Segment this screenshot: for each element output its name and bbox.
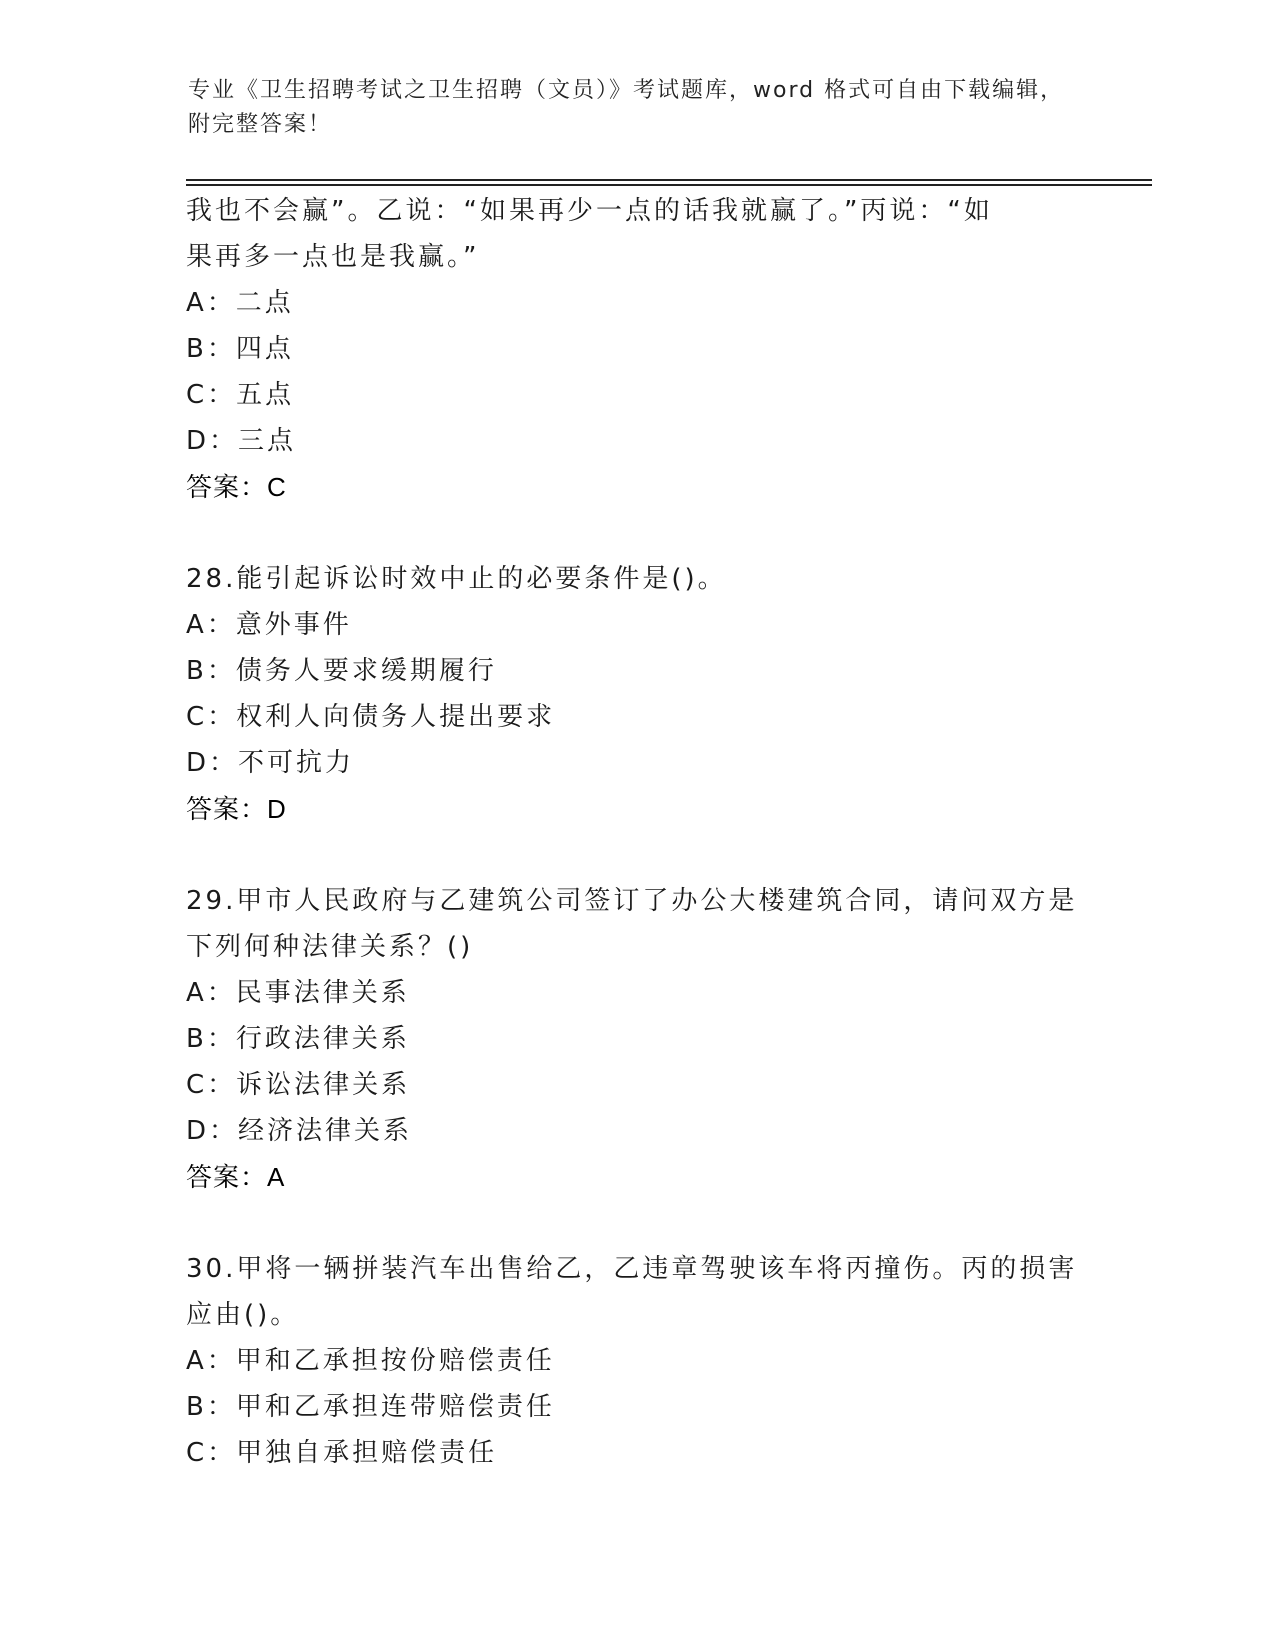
- option-b: B：行政法律关系: [186, 1024, 410, 1054]
- header-divider-bottom: [186, 184, 1152, 186]
- answer-line: 答案：D: [186, 794, 287, 824]
- option-a: A：甲和乙承担按份赔偿责任: [186, 1346, 555, 1376]
- answer-line: 答案：A: [186, 1162, 286, 1192]
- option-a: A：二点: [186, 288, 294, 318]
- option-b: B：四点: [186, 334, 294, 364]
- header-divider-top: [186, 179, 1152, 181]
- question-28: [186, 556, 1086, 832]
- question-stem-line: 28.能引起诉讼时效中止的必要条件是()。: [186, 564, 727, 594]
- question-29: [186, 878, 1086, 1200]
- option-b: B：债务人要求缓期履行: [186, 656, 497, 686]
- option-a: A：民事法律关系: [186, 978, 410, 1008]
- question-stem-line: 果再多一点也是我赢。”: [186, 242, 480, 272]
- option-d: D：经济法律关系: [186, 1116, 413, 1146]
- option-a: A：意外事件: [186, 610, 352, 640]
- document-body: [186, 188, 1086, 1476]
- option-c: C：诉讼法律关系: [186, 1070, 411, 1100]
- question-stem-line: 我也不会赢”。乙说：“如果再少一点的话我就赢了。”丙说：“如: [186, 196, 993, 226]
- page-header: [188, 74, 1068, 142]
- option-b: B：甲和乙承担连带赔偿责任: [186, 1392, 555, 1422]
- option-d: D：不可抗力: [186, 748, 355, 778]
- question-30: [186, 1246, 1086, 1476]
- option-d: D：三点: [186, 426, 297, 456]
- question-continued: [186, 188, 1086, 510]
- header-text: 专业《卫生招聘考试之卫生招聘（文员）》考试题库，word 格式可自由下载编辑，附完整答案！: [188, 78, 1065, 137]
- option-c: C：甲独自承担赔偿责任: [186, 1438, 498, 1468]
- answer-line: 答案：C: [186, 472, 287, 502]
- question-stem-line: 应由()。: [186, 1300, 300, 1330]
- question-stem-line: 29.甲市人民政府与乙建筑公司签订了办公大楼建筑合同，请问双方是: [186, 886, 1078, 916]
- option-c: C：五点: [186, 380, 295, 410]
- option-c: C：权利人向债务人提出要求: [186, 702, 556, 732]
- question-stem-line: 下列何种法律关系？(): [186, 932, 474, 962]
- question-stem-line: 30.甲将一辆拼装汽车出售给乙，乙违章驾驶该车将丙撞伤。丙的损害: [186, 1254, 1078, 1284]
